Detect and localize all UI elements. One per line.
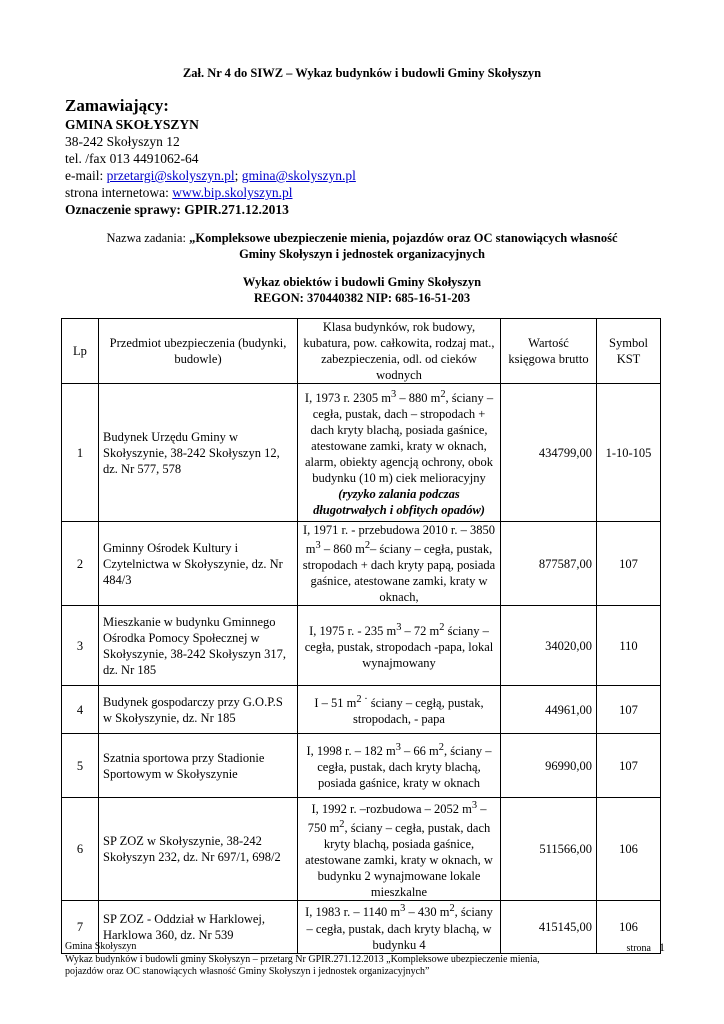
row-subject: Mieszkanie w budynku Gminnego Ośrodka Pomocy Społecznej w Skołyszynie, 38-242 Skołyszyn 317, dz. Nr 185	[99, 606, 298, 686]
email-prefix: e-mail:	[65, 168, 107, 183]
row-lp: 5	[62, 734, 99, 798]
row-subject: Gminny Ośrodek Kultury i Czytelnictwa w Skołyszynie, dz. Nr 484/3	[99, 522, 298, 606]
task-name-line1	[30, 230, 694, 246]
superscript: 3	[471, 800, 478, 812]
buildings-table	[61, 318, 661, 954]
superscript: 3	[391, 388, 397, 400]
row-lp: 2	[62, 522, 99, 606]
row-symbol: 107	[597, 522, 661, 606]
row-subject: Budynek Urzędu Gminy w Skołyszynie, 38-242 Skołyszyn 12, dz. Nr 577, 578	[99, 384, 298, 522]
email-link-przetargi[interactable]: przetargi@skolyszyn.pl	[106, 168, 235, 183]
header-subject: Przedmiot ubezpieczenia (budynki, budowle)	[99, 319, 298, 384]
footer-page-number: 1	[659, 940, 665, 954]
authority-name: GMINA SKOŁYSZYN	[65, 117, 199, 132]
email-separator: ;	[234, 168, 242, 183]
document-title: Zał. Nr 4 do SIWZ – Wykaz budynków i budowli Gminy Skołyszyn	[182, 66, 542, 80]
header-class: Klasa budynków, rok budowy, kubatura, pow. całkowita, rodzaj mat., zabezpieczenia, odl. od cieków wodnych	[298, 319, 501, 384]
authority-web-line	[65, 184, 356, 201]
superscript: 2	[438, 742, 444, 754]
regon-nip: REGON: 370440382 NIP: 685-16-51-203	[253, 291, 471, 305]
row-lp: 7	[62, 901, 99, 953]
row-symbol: 107	[597, 734, 661, 798]
task-prefix: Nazwa zadania:	[106, 231, 190, 245]
row-value: 96990,00	[501, 734, 597, 798]
class-text-c: , ściany – cegła, pustak, dach kryty blachą, posiada gaśnice, atestowane zamki, kraty w oknach, w budynku 2 wynajmowane lokale mieszkalne	[305, 821, 493, 900]
class-text-a: I, 1971 r. - przebudowa 2010 r. – 3850 m	[303, 523, 495, 557]
flood-risk-note: (ryzyko zalania podczas długotrwałych i obfitych opadów)	[313, 487, 485, 518]
row-value: 434799,00	[501, 384, 597, 522]
class-text-b: ściany – cegłą, pustak, stropodach, - papa	[353, 696, 484, 727]
list-title: Wykaz obiektów i budowli Gminy Skołyszyn	[242, 275, 482, 289]
page-footer	[65, 941, 665, 979]
class-text-a: I, 1975 r. - 235 m	[309, 624, 397, 639]
row-lp: 4	[62, 686, 99, 734]
row-lp: 6	[62, 798, 99, 901]
footer-org: Gmina Skołyszyn	[65, 941, 137, 952]
email-link-gmina[interactable]: gmina@skolyszyn.pl	[241, 168, 356, 183]
class-text-c: , ściany – cegła, pustak, dach kryty blachą, posiada gaśnice, kraty w oknach	[317, 744, 492, 791]
authority-phone: tel. /fax 013 4491062-64	[65, 151, 199, 166]
table-row	[62, 606, 661, 686]
table-row	[62, 522, 661, 606]
row-class	[298, 384, 501, 522]
row-subject: SP ZOZ w Skołyszynie, 38-242 Skołyszyn 232, dz. Nr 697/1, 698/2	[99, 798, 298, 901]
task-title-part1: „Kompleksowe ubezpieczenie mienia, pojazdów oraz OC stanowiących własność	[189, 231, 618, 245]
authority-label: Zamawiający:	[65, 96, 169, 115]
class-text-a: I, 1973 r. 2305 m	[304, 391, 392, 406]
authority-address: 38-242 Skołyszyn 12	[65, 134, 180, 149]
class-text-c: , ściany – cegła, pustak, dach – stropodach + dach kryty blachą, posiada gaśnice, atestowane zamki, kraty w oknach, alarm, obiekty agencją ochrony, obok budynku (10 m) ciek melioracyjny	[304, 391, 494, 486]
row-class	[298, 522, 501, 606]
row-class	[298, 798, 501, 901]
row-subject: Budynek gospodarczy przy G.O.P.S w Skołyszynie, dz. Nr 185	[99, 686, 298, 734]
superscript: 2	[440, 388, 446, 400]
class-text-b: – 860 m	[320, 542, 365, 557]
row-symbol: 106	[597, 901, 661, 953]
class-text-b: – 880 m	[396, 391, 441, 406]
row-class	[298, 734, 501, 798]
superscript: 2	[364, 540, 371, 551]
row-class	[298, 606, 501, 686]
class-text-b: – 72 m	[401, 624, 440, 639]
header-lp: Lp	[62, 319, 99, 384]
row-class	[298, 686, 501, 734]
class-text-b: – 430 m	[405, 905, 450, 920]
row-value: 415145,00	[501, 901, 597, 953]
authority-email-line	[65, 167, 356, 184]
class-text-b: – 750 m	[307, 802, 487, 836]
row-lp: 1	[62, 384, 99, 522]
class-text-a: I, 1983 r. – 1140 m	[305, 905, 401, 920]
row-value: 511566,00	[501, 798, 597, 901]
row-value: 877587,00	[501, 522, 597, 606]
class-text-b: – 66 m	[400, 744, 439, 759]
web-prefix: strona internetowa:	[65, 185, 173, 200]
table-row	[62, 798, 661, 901]
superscript: 2	[339, 819, 345, 831]
task-title-part2: Gminy Skołyszyn i jednostek organizacyjnych	[239, 247, 485, 261]
row-symbol: 1-10-105	[597, 384, 661, 522]
contracting-authority-block	[65, 96, 356, 218]
superscript: 2 ·	[356, 694, 368, 706]
row-symbol: 106	[597, 798, 661, 901]
footer-description-line2: pojazdów oraz OC stanowiących własność Gminy Skołyszyn i jednostek organizacyjnych”	[65, 966, 430, 977]
class-text-a: I, 1998 r. – 182 m	[306, 744, 396, 759]
row-symbol: 110	[597, 606, 661, 686]
row-value: 34020,00	[501, 606, 597, 686]
class-text-c: ściany – cegła, pustak, stropodach -papa, lokal wynajmowany	[304, 624, 494, 671]
task-name-line2	[30, 246, 694, 262]
table-header-row	[62, 319, 661, 384]
row-subject: Szatnia sportowa przy Stadionie Sportowym w Skołyszynie	[99, 734, 298, 798]
superscript: 2	[449, 903, 455, 915]
row-lp: 3	[62, 606, 99, 686]
row-symbol: 107	[597, 686, 661, 734]
footer-page-label: strona	[626, 943, 651, 954]
row-subject: SP ZOZ - Oddział w Harklowej, Harklowa 360, dz. Nr 539	[99, 901, 298, 953]
row-value: 44961,00	[501, 686, 597, 734]
header-symbol: Symbol KST	[597, 319, 661, 384]
table-row	[62, 686, 661, 734]
case-reference: Oznaczenie sprawy: GPIR.271.12.2013	[65, 202, 289, 217]
class-text-c: – ściany – cegła, pustak, stropodach + dach kryty papą, posiada gaśnice, atestowane zamki, kraty w oknach,	[302, 542, 496, 605]
superscript: 3	[315, 540, 321, 551]
table-row	[62, 734, 661, 798]
footer-description-line1: Wykaz budynków i budowli gminy Skołyszyn – przetarg Nr GPIR.271.12.2013 „Kompleksowe ubezpieczenie mienia,	[65, 953, 540, 965]
superscript: 3	[396, 622, 402, 634]
superscript: 3	[395, 742, 401, 754]
class-text-a: I – 51 m	[314, 696, 357, 711]
superscript: 2	[439, 622, 445, 634]
table-row	[62, 384, 661, 522]
class-text-a: I, 1992 r. –rozbudowa – 2052 m	[311, 802, 472, 817]
superscript: 3	[400, 903, 406, 915]
class-text-c: , ściany – cegła, pustak, dach kryty blachą, w budynku 4	[306, 905, 493, 952]
header-value: Wartość księgowa brutto	[501, 319, 597, 384]
website-link[interactable]: www.bip.skolyszyn.pl	[172, 185, 293, 200]
footer-page-info	[627, 941, 665, 956]
